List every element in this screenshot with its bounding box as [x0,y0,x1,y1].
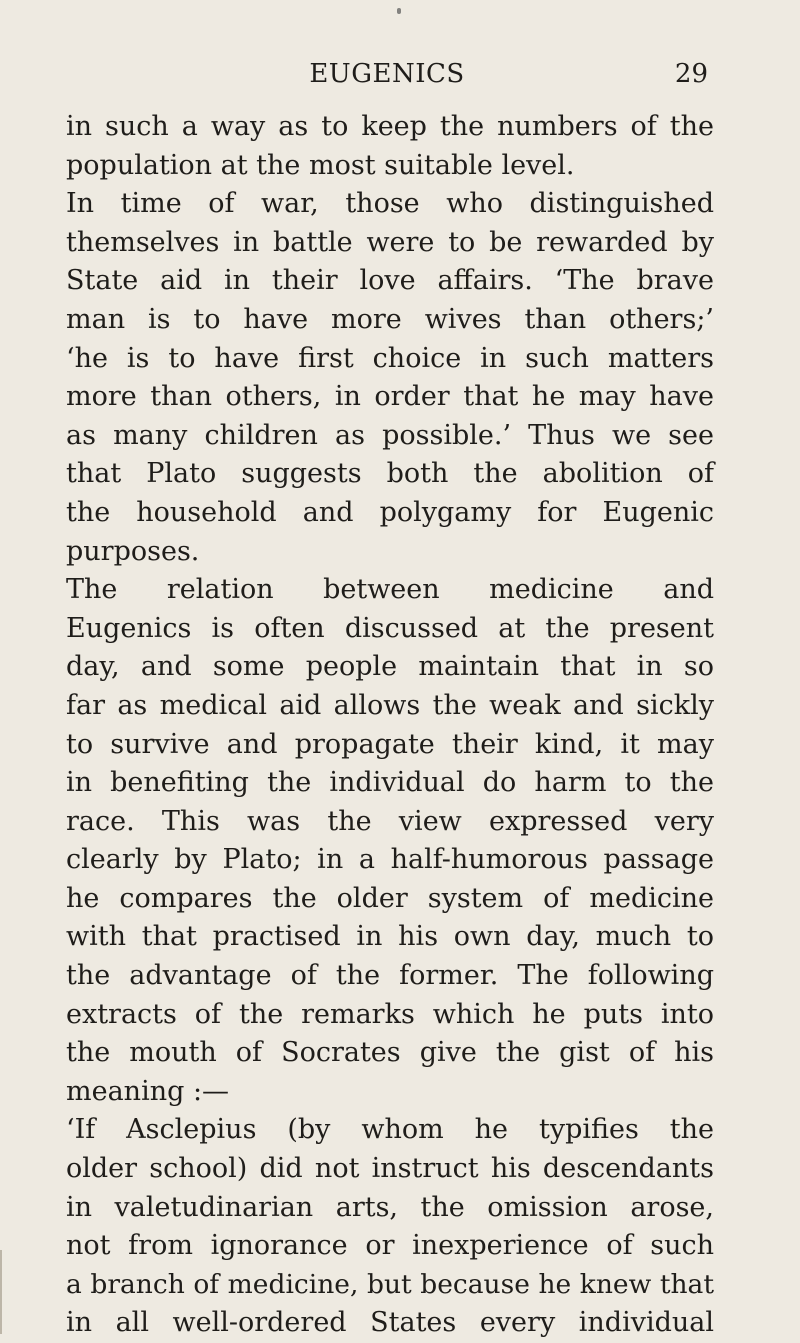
text-line: to survive and propagate their kind, it may [66,728,714,760]
text-line: in all well-ordered States every individual [66,1307,714,1339]
running-head [66,56,708,92]
text-line: the household and polygamy for Eugenic [66,496,714,528]
running-title: EUGENICS [309,59,465,89]
text-line: as many children as possible.’ Thus we see [66,419,714,451]
text-line: ‘If Asclepius (by whom he typifies the [66,1114,714,1146]
text-line: the advantage of the former. The following [66,960,714,992]
body-text [66,108,714,1343]
text-line: ‘he is to have first choice in such matters [66,342,714,374]
page-edge-shadow [0,1250,2,1334]
text-line: extracts of the remarks which he puts into [66,998,714,1030]
text-line: with that practised in his own day, much to [66,921,714,953]
text-line: in such a way as to keep the numbers of the [66,111,714,142]
text-line: older school) did not instruct his descendants [66,1153,714,1185]
text-line: The relation between medicine and [66,574,714,606]
text-line: far as medical aid allows the weak and sickly [66,689,714,721]
text-line: day, and some people maintain that in so [66,651,714,683]
text-line: population at the most suitable level. [66,149,575,181]
text-line: meaning :— [66,1075,230,1107]
text-line: man is to have more wives than others;’ [66,303,714,335]
page-number: 29 [674,59,708,89]
text-line: he compares the older system of medicine [66,882,714,914]
text-line: purposes. [66,535,200,567]
text-line: themselves in battle were to be rewarded by [66,226,714,258]
text-line: a branch of medicine, but because he knew that [66,1268,714,1300]
text-line: in benefiting the individual do harm to the [66,767,714,799]
text-line: State aid in their love affairs. ‘The brave [66,265,714,297]
text-line: clearly by Plato; in a half-humorous passage [66,844,714,876]
text-line: race. This was the view expressed very [66,805,714,837]
text-line: In time of war, those who distinguished [66,188,714,220]
text-line: more than others, in order that he may have [66,381,714,413]
text-line: in valetudinarian arts, the omission arose, [66,1191,714,1223]
text-line: that Plato suggests both the abolition of [66,458,714,490]
text-line: not from ignorance or inexperience of such [66,1230,714,1262]
print-speck [397,8,401,14]
text-line: Eugenics is often discussed at the present [66,612,714,644]
text-line: the mouth of Socrates give the gist of his [66,1037,714,1069]
